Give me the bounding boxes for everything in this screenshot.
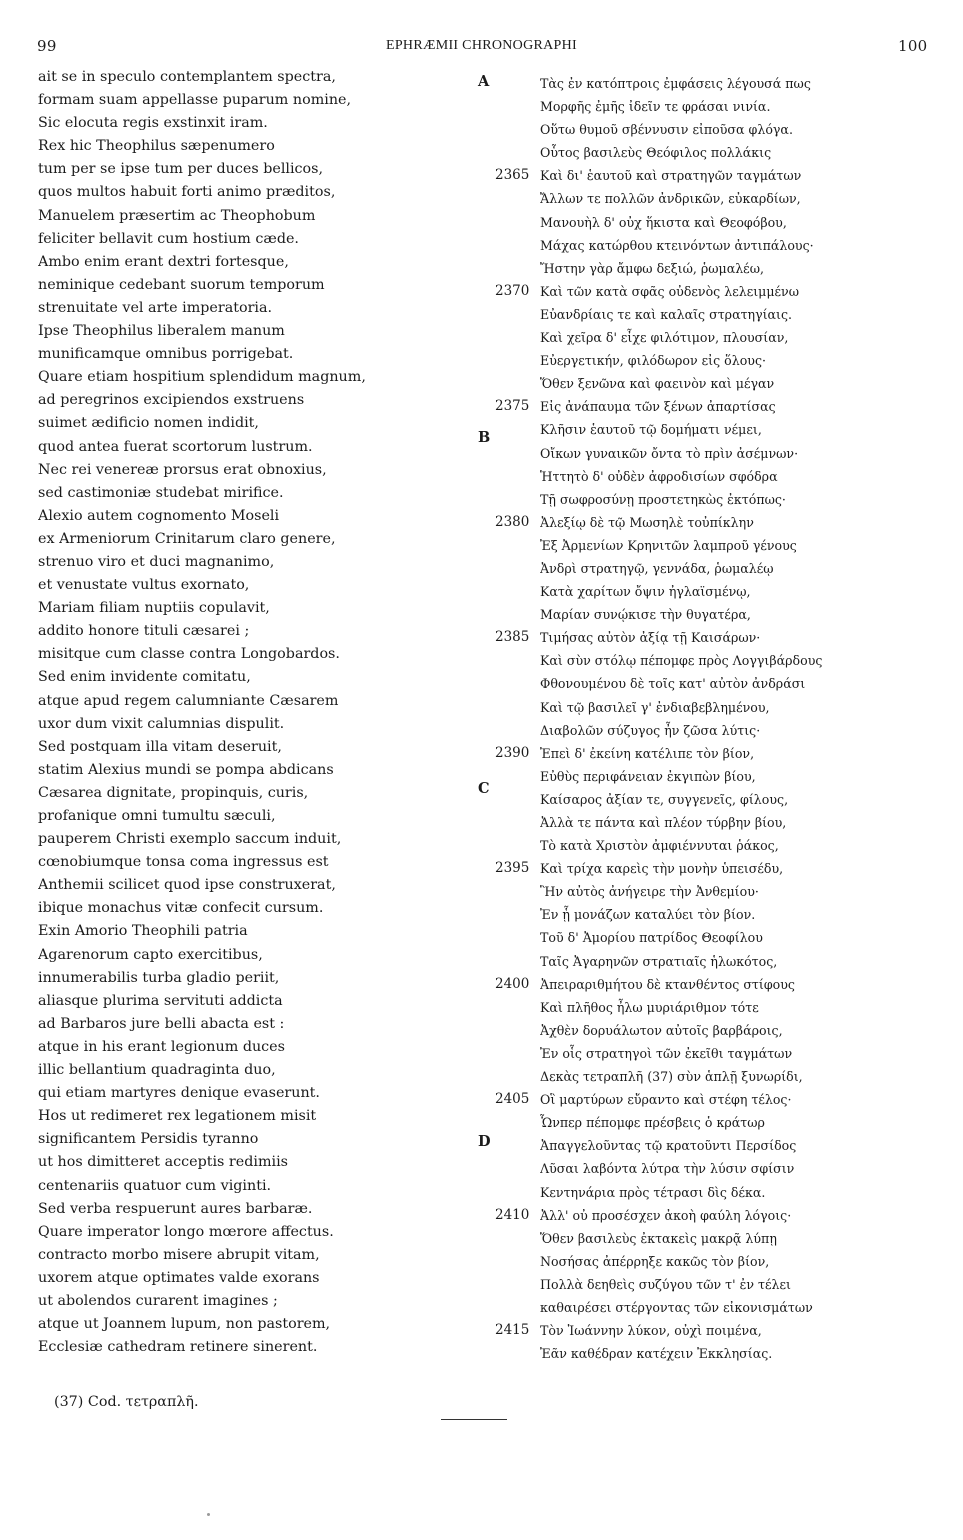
verse-line: significantem Persidis tyranno	[38, 1131, 259, 1148]
verse-line: Οὗτος βασιλεὺς Θεόφιλος πολλάκις	[540, 145, 772, 161]
verse-line: Τὰς ἐν κατόπτροις ἐμφάσεις λέγουσά πως	[540, 76, 811, 91]
verse-line: formam suam appellasse puparum nomine,	[38, 92, 352, 109]
verse-line: Sed postquam illa vitam deseruit,	[38, 738, 282, 755]
verse-line: καθαιρέσει στέργοντας τῶν εἰκονισμάτων	[540, 1299, 813, 1315]
verse-line: Καὶ πλῆθος ἦλω μυριάριθμον τότε	[540, 999, 759, 1015]
verse-line: ut abolendos curarent imagines ;	[38, 1292, 278, 1309]
verse-line: Quare imperator longo mœrore affectus.	[38, 1223, 334, 1240]
page-number-right: 100	[898, 37, 928, 55]
verse-line: Διαβολῶν σύζυγος ἦν ζῶσα λύτις·	[540, 722, 761, 738]
verse-line: Ἐπεὶ δ' ἐκείνη κατέλιπε τὸν βίον,	[540, 745, 755, 761]
line-number: 2415	[495, 1322, 530, 1339]
verse-line: Καὶ χεῖρα δ' εἶχε φιλότιμον, πλουσίαν,	[540, 330, 789, 346]
verse-line: Δεκὰς τετραπλῆ (37) σὺν ἁπλῇ ξυνωρίδι,	[540, 1069, 803, 1085]
verse-line: Μορφῆς ἐμῆς ἰδεῖν τε φράσαι νινία.	[540, 99, 771, 115]
verse-line: Ἀλλ' οὐ προσέσχεν ἀκοὴ φαύλη λόγοις·	[540, 1207, 792, 1223]
verse-line: addito honore tituli cæsarei ;	[38, 623, 250, 640]
verse-line: Καὶ σὺν στόλῳ πέπομφε πρὸς Λογγιβάρδους	[540, 653, 823, 669]
verse-line: strenuitate vel arte imperatoria.	[38, 299, 273, 316]
verse-line: Ὅθεν βασιλεὺς ἐκτακεὶς μακρᾷ λύπῃ	[540, 1230, 777, 1246]
verse-line: Hos ut redimeret rex legationem misit	[38, 1108, 317, 1125]
verse-line: ait se in speculo contemplantem spectra,	[38, 69, 336, 85]
page-header	[0, 36, 963, 60]
verse-line: Ἀπειραριθμήτου δὲ κτανθέντος στίφους	[540, 976, 795, 992]
line-number: 2365	[495, 167, 530, 184]
verse-line: qui etiam martyres denique evaserunt.	[38, 1085, 320, 1102]
verse-line: Alexio autem cognomento Moseli	[38, 507, 280, 524]
line-number: 2385	[495, 629, 530, 646]
verse-line: Πολλὰ δεηθεὶς συζύγου τῶν τ' ἐν τέλει	[540, 1276, 791, 1292]
verse-line: Ἐν ᾗ μονάζων καταλύει τὸν βίον.	[540, 907, 756, 923]
line-number: 2400	[495, 975, 530, 992]
verse-line: statim Alexius mundi se pompa abdicans	[38, 761, 334, 778]
verse-line: Μαρίαν συνῴκισε τὴν θυγατέρα,	[540, 607, 751, 623]
verse-line: atque ut Joannem lupum, non pastorem,	[38, 1316, 331, 1333]
verse-line: Τιμήσας αὐτὸν ἀξίᾳ τῇ Καισάρων·	[540, 630, 761, 646]
verse-line: Sic elocuta regis exstinxit iram.	[38, 115, 268, 132]
verse-line: et venustate vultus exornato,	[38, 577, 250, 594]
verse-line: Ἐν οἷς στρατηγοὶ τῶν ἐκεῖθι ταγμάτων	[540, 1045, 793, 1061]
verse-line: misitque cum classe contra Longobardos.	[38, 646, 340, 663]
verse-line: contracto morbo misere abrupit vitam,	[38, 1246, 320, 1263]
verse-line: Ἄλλων τε πολλῶν ἀνδρικῶν, εὐκαρδίων,	[540, 191, 801, 207]
section-marker: A	[478, 73, 490, 90]
verse-line: Καὶ τρίχα καρεὶς τὴν μονὴν ὑπεισέδυ,	[540, 861, 784, 877]
line-number: 2405	[495, 1091, 530, 1108]
verse-line: Rex hic Theophilus sæpenumero	[38, 138, 275, 155]
verse-line: uxor dum vixit calumnias dispulit.	[38, 715, 285, 732]
footnote-rule	[441, 1419, 507, 1420]
verse-line: sed castimoniæ studebat mirifice.	[38, 484, 284, 501]
verse-line: aliasque plurima servituti addicta	[38, 992, 283, 1009]
verse-line: Ἐξ Ἀρμενίων Κρηνιτῶν λαμπροῦ γένους	[540, 537, 797, 553]
verse-line: Καὶ τῷ βασιλεῖ γ' ἐνδιαβεβλημένου,	[540, 699, 770, 715]
line-number: 2410	[495, 1206, 530, 1223]
page-number-left: 99	[37, 37, 57, 55]
line-number: 2395	[495, 860, 530, 877]
verse-line: Εἰς ἀνάπαυμα τῶν ξένων ἀπαρτίσας	[540, 399, 776, 415]
verse-line: Ὧνπερ πέπομφε πρέσβεις ὁ κράτωρ	[540, 1115, 765, 1131]
verse-line: Τὸν Ἰωάννην λύκον, οὐχὶ ποιμένα,	[540, 1323, 762, 1339]
verse-line: Καὶ τῶν κατὰ σφᾶς οὐδενὸς λελειμμένω	[540, 283, 799, 299]
verse-line: tum per se ipse tum per duces bellicos,	[38, 161, 324, 178]
verse-line: Εὐεργετικήν, φιλόδωρον εἰς ὅλους·	[540, 353, 767, 369]
verse-line: Τὸ κατὰ Χριστὸν ἀμφιέννυται ῥάκος,	[540, 838, 779, 854]
verse-line: Ἀλλὰ τε πάντα καὶ πλέον τύρβην βίου,	[540, 815, 787, 830]
verse-line: Ἐᾶν καθέδραν κατέχειν Ἐκκλησίας.	[540, 1346, 773, 1362]
scan-speck	[207, 1513, 210, 1516]
verse-line: atque apud regem calumniante Cæsarem	[38, 692, 339, 709]
line-number: 2370	[495, 282, 530, 299]
verse-line: centenariis quatuor cum viginti.	[38, 1177, 272, 1194]
running-title: EPHRÆMII CHRONOGRAPHI	[385, 38, 578, 53]
verse-line: Λῦσαι λαβόντα λύτρα τὴν λύσιν σφίσιν	[540, 1161, 795, 1177]
verse-line: ex Armeniorum Crinitarum claro genere,	[38, 530, 336, 547]
verse-line: Nec rei venereæ prorsus erat obnoxius,	[38, 461, 327, 478]
verse-line: Καὶ δι' ἑαυτοῦ καὶ στρατηγῶν ταγμάτων	[540, 168, 802, 184]
verse-line: ad Barbaros jure belli abacta est :	[38, 1015, 285, 1032]
latin-column	[38, 66, 448, 1359]
verse-line: ut hos dimitteret acceptis redimiis	[38, 1154, 288, 1171]
verse-line: Ἡττητὸ δ' οὐδὲν ἀφροδισίων σφόδρα	[540, 468, 778, 484]
verse-line: cœnobiumque tonsa coma ingressus est	[38, 854, 329, 871]
verse-line: Καίσαρος ἀξίαν τε, συγγενεῖς, φίλους,	[540, 791, 789, 807]
verse-line: Οὕτω θυμοῦ σβέννυσιν εἰποῦσα φλόγα.	[540, 122, 793, 138]
verse-line: Ἀχθὲν δορυάλωτον αὐτοῖς βαρβάροις,	[540, 1022, 783, 1038]
line-number: 2390	[495, 744, 530, 761]
verse-line: Exin Amorio Theophili patria	[38, 923, 248, 940]
verse-line: Οἳ μαρτύρων εὔραντο καὶ στέφη τέλος·	[540, 1092, 792, 1108]
section-marker: D	[478, 1133, 491, 1151]
verse-line: Εὐθὺς περιφάνειαν ἐκγιπὼν βίου,	[540, 768, 756, 784]
verse-line: feliciter bellavit cum hostium cæde.	[38, 230, 299, 247]
line-number: 2375	[495, 398, 530, 415]
verse-line: uxorem atque optimates valde exorans	[38, 1269, 320, 1286]
section-marker: B	[478, 428, 491, 446]
verse-line: innumerabilis turba gladio periit,	[38, 969, 280, 986]
verse-line: illic bellantium quadraginta duo,	[38, 1062, 276, 1079]
verse-line: atque in his erant legionum duces	[38, 1038, 285, 1055]
greek-column	[540, 72, 950, 1365]
verse-line: quod antea fuerat scortorum lustrum.	[38, 438, 313, 455]
verse-line: Ἀπαγγελοῦντας τῷ κρατοῦντι Περσίδος	[540, 1138, 797, 1154]
verse-line: suimet ædificio nomen indidit,	[38, 415, 259, 432]
verse-line: Μάχας κατώρθου κτεινόντων ἀντιπάλους·	[540, 237, 814, 253]
verse-line: munificamque omnibus porrigebat.	[38, 346, 294, 363]
verse-line: pauperem Christi exemplo saccum induit,	[38, 831, 342, 848]
verse-line: Sed enim invidente comitatu,	[38, 669, 251, 686]
verse-line: Quare etiam hospitium splendidum magnum,	[38, 369, 366, 386]
verse-line: strenuo viro et duci magnanimo,	[38, 553, 275, 570]
verse-line: Κλῆσιν ἑαυτοῦ τῷ δομήματι νέμει,	[540, 422, 762, 438]
verse-line: Μανουὴλ δ' οὐχ ἥκιστα καὶ Θεοφόβου,	[540, 214, 787, 230]
section-marker: C	[478, 779, 490, 797]
verse-line: Agarenorum capto exercitibus,	[38, 946, 263, 963]
footnote: (37) Cod. τετραπλῆ.	[54, 1394, 199, 1410]
verse-line: Κατὰ χαρίτων ὄψιν ἠγλαϊσμένῳ,	[540, 584, 751, 600]
verse-line: Τῇ σωφροσύνῃ προστετηκὼς ἐκτόπως·	[540, 491, 786, 507]
verse-line: Cæsarea dignitate, propinquis, curis,	[38, 784, 309, 801]
verse-line: Κεντηνάρια πρὸς τέτρασι δὶς δέκα.	[540, 1184, 766, 1200]
verse-line: Ἤστην γὰρ ἄμφω δεξιώ, ῥωμαλέω,	[540, 260, 764, 276]
line-number: 2380	[495, 513, 530, 530]
verse-line: neminique cedebant suorum temporum	[38, 276, 325, 293]
verse-line: Sed verba respuerunt aures barbaræ.	[38, 1200, 313, 1217]
verse-line: Mariam filiam nuptiis copulavit,	[38, 600, 270, 617]
verse-line: Ἀλεξίῳ δὲ τῷ Μωσηλὲ τοὐπίκλην	[540, 514, 754, 530]
verse-line: Ipse Theophilus liberalem manum	[38, 323, 285, 340]
verse-line: Ὅθεν ξενῶνα καὶ φαεινὸν καὶ μέγαν	[540, 376, 775, 392]
verse-line: Ἀνδρὶ στρατηγῷ, γεννάδα, ῥωμαλέῳ	[540, 560, 774, 576]
verse-line: ibique monachus vitæ confecit cursum.	[38, 900, 324, 917]
verse-line: Ecclesiæ cathedram retinere sinerent.	[38, 1339, 318, 1356]
verse-line: Ταῖς Ἀγαρηνῶν στρατιαῖς ἡλωκότος,	[540, 953, 778, 969]
verse-line: ad peregrinos excipiendos exstruens	[38, 392, 305, 409]
verse-line: Τοῦ δ' Ἀμορίου πατρίδος Θεοφίλου	[540, 930, 763, 946]
verse-line: quos multos habuit forti animo præditos,	[38, 184, 336, 201]
verse-line: Manuelem præsertim ac Theophobum	[38, 207, 316, 224]
verse-line: Οἴκων γυναικῶν ὄντα τὸ πρὶν ἀσέμνων·	[540, 445, 799, 461]
verse-line: Anthemii scilicet quod ipse construxerat,	[38, 877, 336, 894]
verse-line: Ambo enim erant dextri fortesque,	[38, 253, 289, 270]
verse-line: Εὐανδρίαις τε καὶ καλαῖς στρατηγίαις.	[540, 306, 793, 322]
verse-line: profanique omni tumultu sæculi,	[38, 808, 276, 824]
verse-line: Νοσήσας ἀπέρρηξε κακῶς τὸν βίον,	[540, 1253, 770, 1269]
verse-line: Ἣν αὐτὸς ἀνήγειρε τὴν Ἀνθεμίου·	[540, 884, 759, 900]
verse-line: Φθονουμένου δὲ τοῖς κατ' αὐτὸν ἀνδράσι	[540, 676, 806, 692]
